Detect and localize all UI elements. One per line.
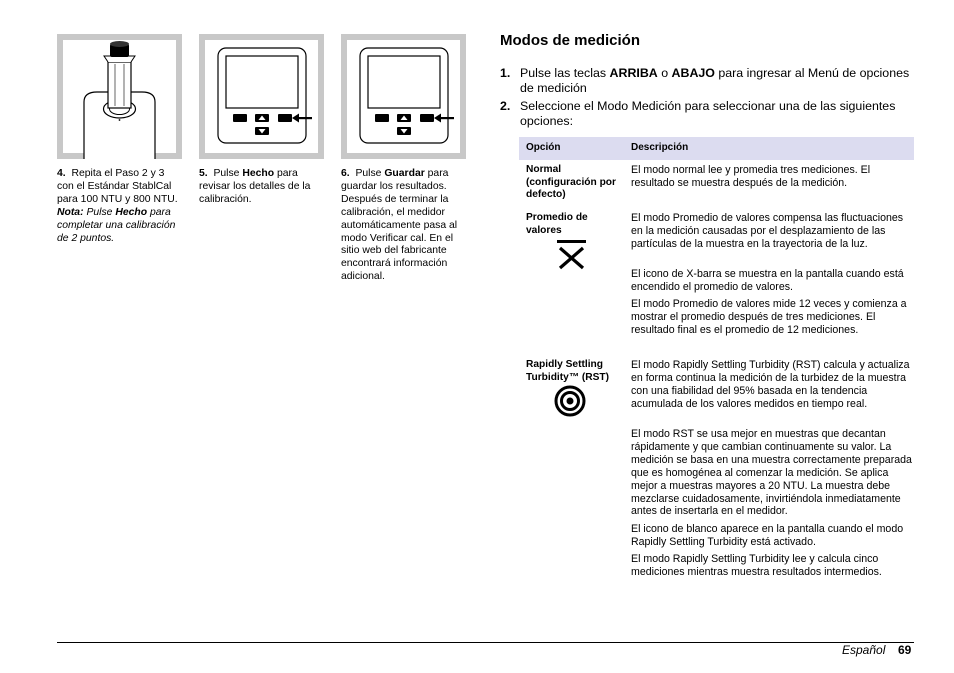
footer-rule — [57, 642, 914, 643]
figure-insert-vial — [57, 34, 182, 159]
list-item-1-up: ARRIBA — [609, 66, 658, 80]
step-4-number: 4. — [57, 168, 66, 179]
section-title: Modos de medición — [500, 32, 641, 49]
table-row-rst-option: Rapidly Settling Turbidity™ (RST) — [526, 359, 609, 383]
table-header-description: Descripción — [631, 142, 689, 153]
footer-language: Español — [842, 643, 886, 657]
step-6-post: para guardar los resultados. Después de terminar la calibración, el medidor automáticamente pasa al modo Verificar cal. En el sitio web del fabricante encontrará información adicional. — [341, 168, 458, 283]
table-row-average-desc-3: El modo Promedio de valores mide 12 veces y comienza a mostrar el promedio después de tres mediciones. El resultado final es el promedio de 12 mediciones. — [631, 298, 907, 336]
step-5-bold: Hecho — [242, 168, 275, 179]
step-6-pre: Pulse — [355, 168, 382, 179]
table-row-rst-desc-3: El icono de blanco aparece en la pantalla cuando el modo Rapidly Settling Turbidity está activado. — [631, 523, 904, 548]
step-5-number: 5. — [199, 168, 208, 179]
step-4-note-pre: Pulse — [86, 206, 113, 218]
step-4-note-label: Nota: — [57, 206, 84, 218]
table-header — [519, 137, 914, 160]
list-item-1-down: ABAJO — [671, 66, 715, 80]
list-item-1-pre: Pulse las teclas — [520, 66, 607, 80]
table-row-rst-desc-2: El modo RST se usa mejor en muestras que decantan rápidamente y que cambian continuamente su valor. La medición se basa en una muestra correctamente preparada que es homogénea al comenzar la medición. Se aplica mejor a muestras mayores a 20 NTU. La muestra debe mezclarse cuidadosamente, invirtiéndola inmediatamente antes de insertarla en el medidor. — [631, 428, 912, 518]
table-row-average-option: Promedio de valores — [526, 212, 588, 236]
table-row-average-desc-1: El modo Promedio de valores compensa las fluctuaciones en la medición causadas por el desplazamiento de las partículas de la muestra en la trayectoria de la luz. — [631, 212, 904, 250]
table-row-normal-desc: El modo normal lee y promedia tres mediciones. El resultado se muestra después de la medición. — [631, 164, 871, 189]
step-5-caption — [199, 168, 323, 207]
step-6-caption — [341, 168, 466, 284]
list-item-2-number: 2. — [500, 99, 511, 113]
list-item-2-text: Seleccione el Modo Medición para seleccionar una de las siguientes opciones: — [520, 99, 896, 128]
step-5-post: para revisar los detalles de la calibración. — [199, 168, 311, 205]
step-4-caption — [57, 168, 181, 245]
step-6-bold: Guardar — [384, 168, 425, 179]
list-item-1-mid: o — [661, 66, 669, 80]
table-header-option: Opción — [526, 142, 561, 153]
step-4-note-bold: Hecho — [115, 206, 148, 218]
figure-meter-screen-done — [199, 34, 324, 159]
table-row-average-desc-2: El icono de X-barra se muestra en la pantalla cuando está encendido el promedio de valores. — [631, 268, 904, 293]
table-row-rst-desc-4: El modo Rapidly Settling Turbidity lee y calcula cinco mediciones mientras muestra resultados intermedios. — [631, 553, 882, 578]
step-4-note-post: para completar una calibración de 2 puntos. — [57, 206, 176, 244]
figure-meter-screen-save — [341, 34, 466, 159]
step-6-number: 6. — [341, 168, 350, 179]
step-4-text: Repita el Paso 2 y 3 con el Estándar StablCal para 100 NTU y 800 NTU. — [57, 168, 178, 205]
target-icon — [554, 385, 586, 417]
table-row-rst-desc-1: El modo Rapidly Settling Turbidity (RST) calcula y actualiza en forma continua la medición de la turbidez de la muestra con una fiabilidad del 95% basada en la tendencia acumulada de los valores medidos en tiempo real. — [631, 359, 910, 410]
x-bar-icon — [555, 238, 588, 270]
table-row-normal-option: Normal (configuración por defecto) — [526, 164, 616, 201]
list-item-1-number: 1. — [500, 66, 511, 80]
footer-page-number: 69 — [898, 643, 912, 657]
list-item-1-post: para ingresar al Menú de opciones de medición — [520, 66, 910, 95]
step-5-pre: Pulse — [213, 168, 240, 179]
